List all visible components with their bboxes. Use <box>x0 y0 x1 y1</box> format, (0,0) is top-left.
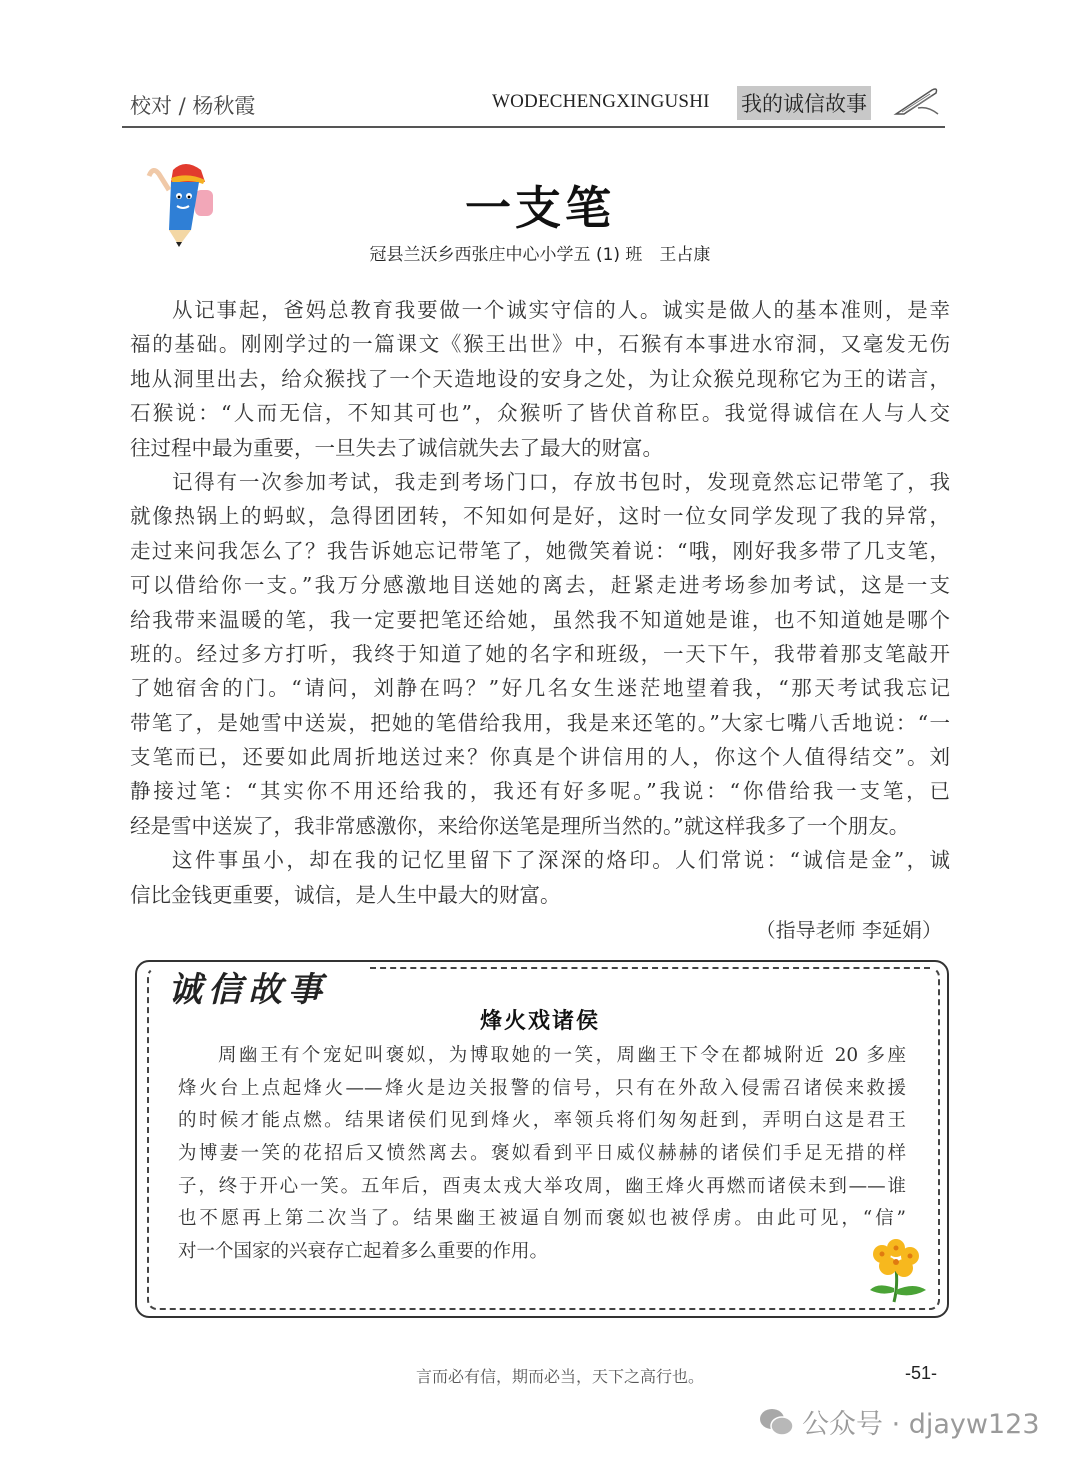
proofreader-credit: 校对 / 杨秋霞 <box>130 94 256 118</box>
page-number: -51- <box>905 1363 938 1383</box>
paragraph-line: 地从洞里出去，给众猴找了一个天造地设的安身之处，为让众猴兑现称它为王的诺言， <box>130 366 950 391</box>
header-rule <box>122 126 945 128</box>
article-title: 一支笔 <box>465 181 615 235</box>
story-line: 为博妻一笑的花招后又愤然离去。褒姒看到平日威仪赫赫的诸侯们手足无措的样 <box>178 1143 906 1165</box>
wechat-icon <box>758 1407 794 1437</box>
section-label: 我的诚信故事 <box>737 86 871 120</box>
flower-icon <box>860 1238 932 1304</box>
paragraph-line: 石猴说：“人而无信，不知其可也”，众猴听了皆伏首称臣。我觉得诚信在人与人交 <box>130 401 950 426</box>
watermark <box>758 1402 1040 1441</box>
paragraph-line: 了她宿舍的门。“请问，刘静在吗？”好几名女生迷茫地望着我，“那天考试我忘记 <box>130 676 950 701</box>
story-line: 子，终于开心一笑。五年后，酉夷太戎大举攻周，幽王烽火再燃而诸侯未到——谁 <box>178 1175 906 1197</box>
quill-pen-icon <box>892 84 942 120</box>
story-box-heading: 诚信故事 <box>168 962 336 1011</box>
article-author: 冠县兰沃乡西张庄中心小学五 (1) 班 王占康 <box>369 245 711 265</box>
story-line: 的时候才能点燃。结果诸侯们见到烽火，率领兵将们匆匆赶到，弄明白这是君王 <box>178 1110 906 1132</box>
story-line: 烽火台上点起烽火——烽火是边关报警的信号，只有在外敌入侵需召诸侯来救援 <box>178 1077 906 1099</box>
story-title: 烽火戏诸侯 <box>479 1008 600 1034</box>
paragraph-line: 就像热锅上的蚂蚁，急得团团转，不知如何是好，这时一位女同学发现了我的异常， <box>130 504 950 529</box>
paragraph-line: 可以借给你一支。”我万分感激地目送她的离去，赶紧走进考场参加考试，这是一支 <box>130 573 950 598</box>
paragraph-line: 带笔了，是她雪中送炭，把她的笔借给我用，我是来还笔的。”大家七嘴八舌地说：“一 <box>130 710 950 735</box>
article-body <box>130 293 950 912</box>
paragraph-line: 信比金钱更重要，诚信，是人生中最大的财富。 <box>130 882 561 907</box>
paragraph-line: 记得有一次参加考试，我走到考场门口，存放书包时，发现竟然忘记带笔了，我 <box>172 469 950 494</box>
paragraph-line: 往过程中最为重要，一旦失去了诚信就失去了最大的财富。 <box>130 435 663 460</box>
story-line: 也不愿再上第二次当了。结果幽王被逼自刎而褒姒也被俘虏。由此可见，“信” <box>178 1208 906 1230</box>
section-pinyin: WODECHENGXINGUSHI <box>492 91 710 112</box>
paragraph-line: 静接过笔：“其实你不用还给我的，我还有好多呢。”我说：“你借给我一支笔，已 <box>130 779 950 804</box>
story-line: 对一个国家的兴衰存亡起着多么重要的作用。 <box>178 1241 549 1263</box>
paragraph-line: 支笔而已，还要如此周折地送过来？你真是个讲信用的人，你这个人值得结交”。刘 <box>130 745 950 770</box>
paragraph-line: 班的。经过多方打听，我终于知道了她的名字和班级，一天下午，我带着那支笔敲开 <box>130 641 950 666</box>
paragraph-line: 经是雪中送炭了，我非常感激你，来给你送笔是理所当然的。”就这样我多了一个朋友。 <box>130 813 910 838</box>
paragraph-line: 这件事虽小，却在我的记忆里留下了深深的烙印。人们常说：“诚信是金”，诚 <box>172 848 950 873</box>
advisor-credit: （指导老师 李延娟） <box>755 918 942 942</box>
paragraph-line: 从记事起，爸妈总教育我要做一个诚实守信的人。诚实是做人的基本准则，是幸 <box>172 298 950 322</box>
paragraph-line: 福的基础。刚刚学过的一篇课文《猴王出世》中，石猴有本事进水帘洞，又毫发无伤 <box>130 332 950 357</box>
story-box-dashed-top <box>370 967 930 969</box>
footer-motto: 言而必有信，期而必当，天下之高行也。 <box>416 1367 705 1386</box>
paragraph-line: 给我带来温暖的笔，我一定要把笔还给她，虽然我不知道她是谁，也不知道她是哪个 <box>130 607 950 632</box>
story-body <box>178 1040 906 1269</box>
paragraph-line: 走过来问我怎么了？我告诉她忘记带笔了，她微笑着说：“哦，刚好我多带了几支笔， <box>130 538 950 563</box>
watermark-text: 公众号 · djayw123 <box>802 1409 1040 1440</box>
story-line: 周幽王有个宠妃叫褒姒，为博取她的一笑，周幽王下令在都城附近 20 多座 <box>218 1045 906 1066</box>
